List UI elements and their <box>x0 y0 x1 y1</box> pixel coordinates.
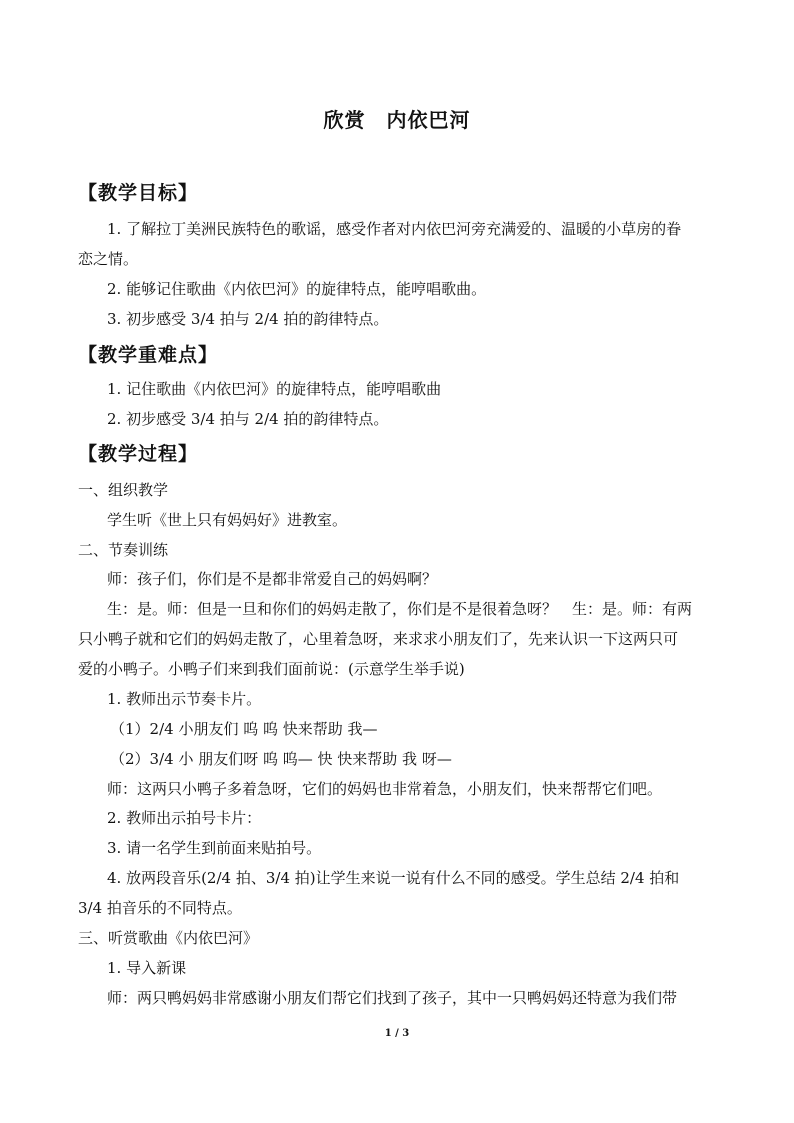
process-line: 3/4 拍音乐的不同特点。 <box>78 899 242 917</box>
process-line: 爱的小鸭子。小鸭子们来到我们面前说：(示意学生举手说) <box>78 660 465 678</box>
process-line: 2. 教师出示拍号卡片： <box>107 809 262 827</box>
process-line: 师：孩子们，你们是不是都非常爱自己的妈妈啊？ <box>107 570 438 588</box>
goal-item-3: 3. 初步感受 3/4 拍与 2/4 拍的韵律特点。 <box>107 310 389 328</box>
process-line: 4. 放两段音乐(2/4 拍、3/4 拍)让学生来说一说有什么不同的感受。学生总结 2/4 拍和 <box>107 869 680 887</box>
key-point-item-2: 2. 初步感受 3/4 拍与 2/4 拍的韵律特点。 <box>107 410 389 428</box>
process-line: （2）3/4 小 朋友们呀 呜 呜— 快 快来帮助 我 呀— <box>110 750 452 768</box>
goal-item-1-cont: 恋之情。 <box>78 250 139 268</box>
page-title: 欣赏 内依巴河 <box>323 108 471 132</box>
process-line: 师：这两只小鸭子多着急呀，它们的妈妈也非常着急，小朋友们，快来帮帮它们吧。 <box>107 780 663 798</box>
section-heading-goals: 【教学目标】 <box>78 182 199 204</box>
process-line: 只小鸭子就和它们的妈妈走散了，心里着急呀，来求求小朋友们了，先来认识一下这两只可 <box>78 630 679 648</box>
goal-item-2: 2. 能够记住歌曲《内依巴河》的旋律特点，能哼唱歌曲。 <box>107 280 487 298</box>
process-line: 生：是。师：但是一旦和你们的妈妈走散了，你们是不是很着急呀？ 生：是。师：有两 <box>107 600 693 618</box>
section-heading-key-points: 【教学重难点】 <box>78 344 219 366</box>
process-line: 学生听《世上只有妈妈好》进教室。 <box>107 511 348 529</box>
process-line: 3. 请一名学生到前面来贴拍号。 <box>107 839 322 857</box>
process-line: 1. 导入新课 <box>107 959 187 977</box>
goal-item-1: 1. 了解拉丁美洲民族特色的歌谣，感受作者对内依巴河旁充满爱的、温暖的小草房的眷 <box>107 220 682 238</box>
process-line: 二、节奏训练 <box>78 541 169 559</box>
process-line: 三、听赏歌曲《内依巴河》 <box>78 929 259 947</box>
process-line: 1. 教师出示节奏卡片。 <box>107 690 262 708</box>
process-line: （1）2/4 小朋友们 呜 呜 快来帮助 我— <box>110 720 378 738</box>
process-line: 一、组织教学 <box>78 481 169 499</box>
key-point-item-1: 1. 记住歌曲《内依巴河》的旋律特点，能哼唱歌曲 <box>107 380 442 398</box>
section-heading-process: 【教学过程】 <box>78 443 199 465</box>
page-number: 1 / 3 <box>384 1028 410 1039</box>
process-line: 师：两只鸭妈妈非常感谢小朋友们帮它们找到了孩子，其中一只鸭妈妈还特意为我们带 <box>107 989 678 1007</box>
